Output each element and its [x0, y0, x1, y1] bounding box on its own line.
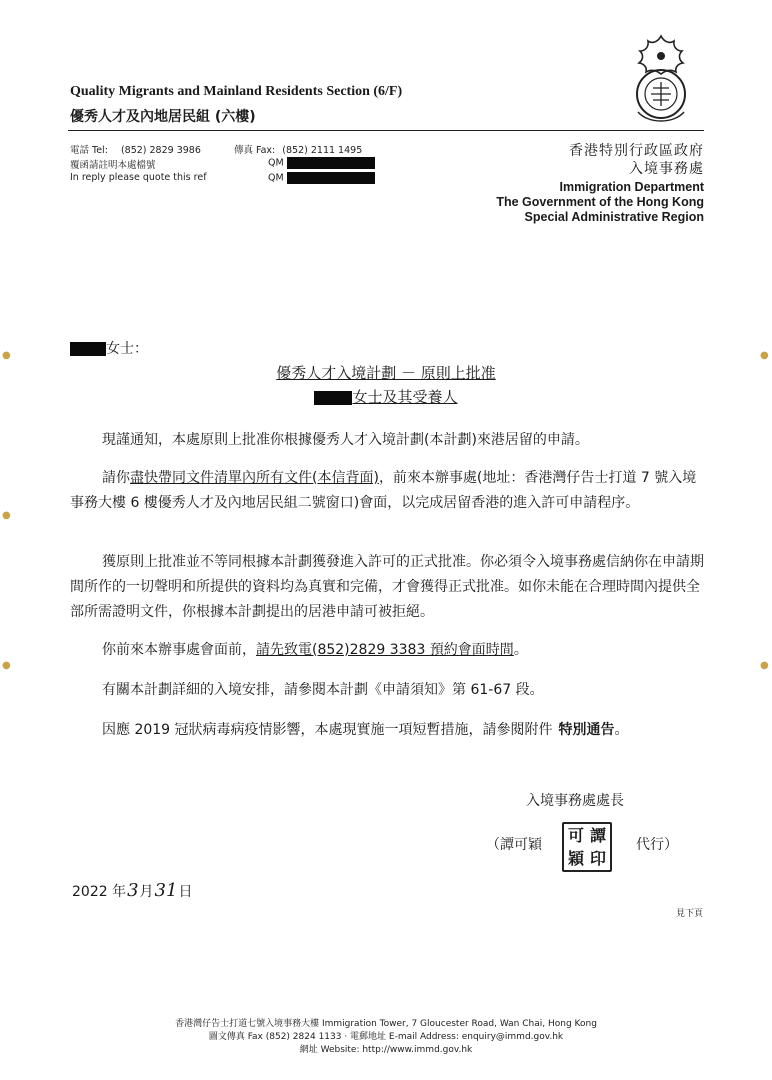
p6-end: 。	[614, 722, 629, 738]
scan-margin-mark: ●	[2, 510, 11, 521]
acting-label: 代行）	[636, 837, 678, 853]
footer-address: 香港灣仔告士打道七號入境事務大樓 Immigration Tower, 7 Gloucester Road, Wan Chai, Hong Kong	[175, 1019, 597, 1029]
scan-margin-mark: ●	[760, 660, 769, 671]
p2-text: 請你	[102, 470, 130, 486]
fax-line	[234, 142, 362, 156]
stamp-char: 可	[567, 825, 584, 845]
department-name-zh-2: 入境事務處	[629, 161, 704, 177]
p4-end: 。	[513, 642, 528, 658]
scan-margin-mark: ●	[2, 660, 11, 671]
ref-label-zh: 覆函請註明本處檔號	[70, 160, 156, 171]
ref-label-en: In reply please quote this ref	[70, 172, 207, 183]
stamp-char: 譚	[589, 825, 606, 845]
paragraph-6	[70, 718, 704, 743]
p6-bold: 特別通告	[558, 722, 615, 738]
ref-prefix: QM	[268, 172, 284, 184]
date-day-unit: 日	[178, 884, 193, 900]
redaction-block	[70, 342, 106, 356]
section-name-zh: 優秀人才及內地居民組 (六樓)	[70, 109, 256, 125]
salutation	[70, 338, 148, 358]
ref-number-2	[268, 172, 375, 184]
department-name-en-2: The Government of the Hong Kong	[496, 195, 704, 209]
fax-label: 傳真 Fax:	[234, 145, 276, 156]
date-day-handwritten: 31	[154, 880, 178, 901]
ref-number-1	[268, 157, 375, 169]
pto-note: 見下頁	[676, 909, 704, 919]
department-name-en-3: Special Administrative Region	[524, 210, 704, 224]
p2-underlined-2: 文件清單內所有文件(本信背面)	[186, 470, 379, 486]
salutation-suffix: 女士：	[106, 341, 148, 357]
footer-contact: 圖文傳真 Fax (852) 2824 1133 · 電郵地址 E-mail Address: enquiry@immd.gov.hk	[208, 1032, 564, 1042]
ref-prefix: QM	[268, 157, 284, 169]
department-name-zh-1: 香港特別行政區政府	[569, 143, 704, 159]
paragraph-5: 有關本計劃詳細的入境安排，請參閱本計劃《申請須知》第 61-67 段。	[102, 682, 544, 698]
letter-subtitle-line	[314, 388, 457, 406]
redaction-block	[314, 391, 352, 405]
p6-text: 因應 2019 冠狀病毒病疫情影響，本處現實施一項短暫措施，請參閱附件	[102, 722, 553, 738]
hong-kong-regional-emblem-icon	[618, 32, 704, 128]
scan-margin-mark: ●	[760, 350, 769, 361]
tel-label: 電話 Tel:	[70, 145, 108, 156]
subtitle-suffix: 女士及其受養人	[352, 388, 458, 406]
p4-underlined: 請先致電(852)2829 3383 預約會面時間	[256, 642, 514, 658]
scan-margin-mark: ●	[2, 350, 11, 361]
stamp-char: 印	[589, 848, 606, 868]
telephone-line	[70, 142, 201, 156]
section-name-en: Quality Migrants and Mainland Residents Section (6/F)	[70, 84, 403, 99]
letter-title	[0, 362, 772, 383]
department-name-en-1: Immigration Department	[559, 180, 704, 194]
header-rule	[68, 130, 704, 131]
tel-value: (852) 2829 3986	[120, 145, 201, 156]
date-month-unit: 月	[139, 884, 154, 900]
letter-subtitle	[0, 386, 772, 407]
signatory-title: 入境事務處處長	[526, 793, 624, 809]
letter-date	[72, 880, 192, 901]
paragraph-2	[70, 466, 704, 516]
signatory-name: （譚可穎	[486, 837, 542, 853]
p2-underlined-1: 盡快帶同	[130, 470, 186, 486]
fax-value: (852) 2111 1495	[282, 145, 363, 156]
stamp-char: 穎	[567, 848, 584, 868]
date-year: 2022 年	[72, 884, 127, 900]
redaction-block	[287, 172, 375, 184]
date-month-handwritten: 3	[127, 880, 139, 901]
paragraph-4	[70, 638, 704, 663]
paragraph-1: 現謹通知，本處原則上批准你根據優秀人才入境計劃(本計劃)來港居留的申請。	[102, 432, 589, 448]
redaction-block	[287, 157, 375, 169]
p4-text: 你前來本辦事處會面前，	[102, 642, 256, 658]
footer-website: 網址 Website: http://www.immd.gov.hk	[299, 1045, 473, 1055]
name-seal-stamp	[562, 822, 612, 872]
letter-title-line-1: 優秀人才入境計劃 － 原則上批准	[276, 364, 496, 382]
p2-text-rest: ，前來本辦事處(地址：香港灣仔告士打道 7 號入境事務大樓 6 樓優秀人才及內地居民組二號窗口)會面，以完成居留香港的進入許可申請程序。	[70, 470, 697, 511]
paragraph-3: 獲原則上批准並不等同根據本計劃獲發進入許可的正式批准。你必須令入境事務處信納你在申請期間所作的一切聲明和所提供的資料均為真實和完備，才會獲得正式批准。如你未能在合理時間內提供全部所需證明文件，你根據本計劃提出的居港申請可被拒絕。	[70, 554, 704, 620]
